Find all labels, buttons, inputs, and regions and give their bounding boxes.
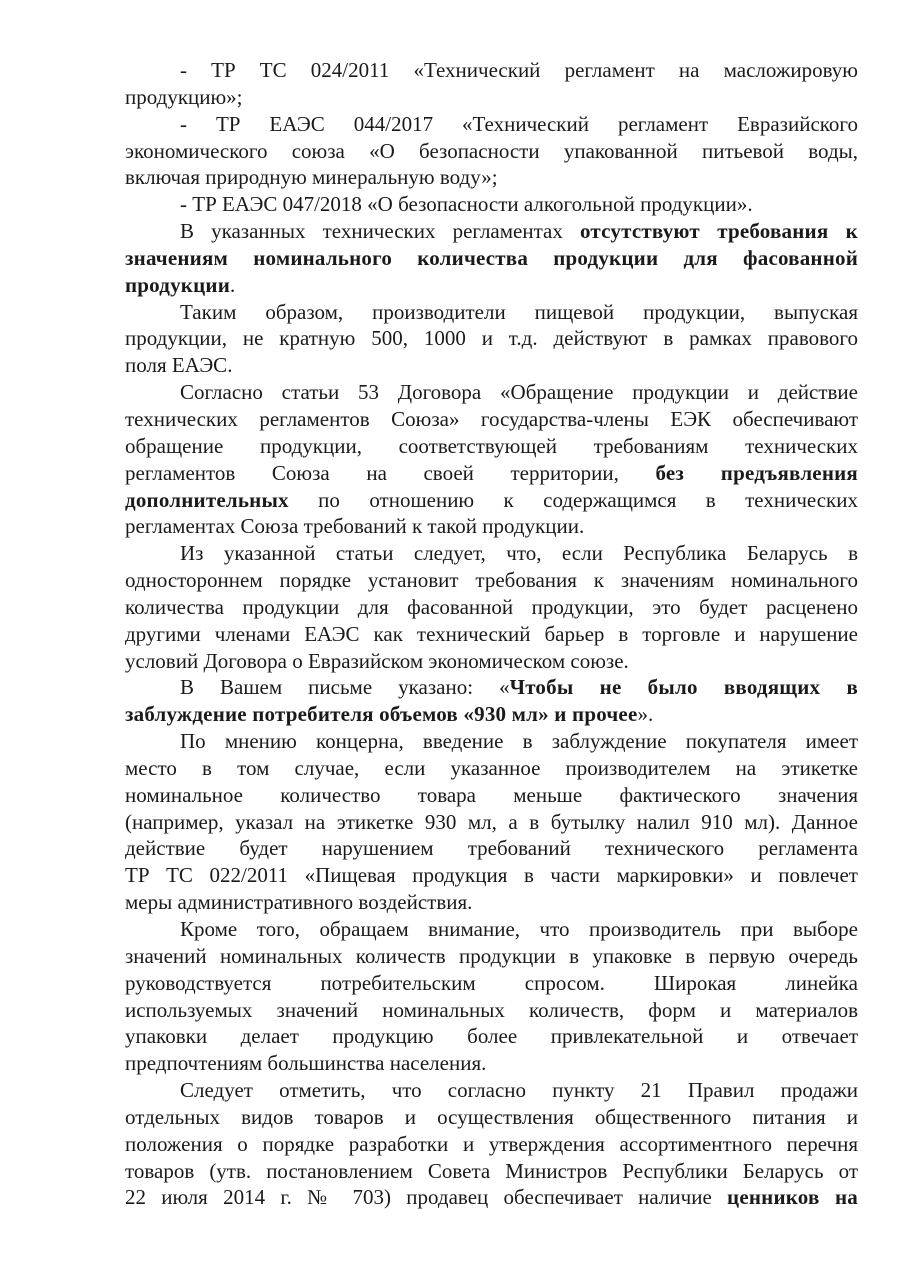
text-run: отдельных видов товаров и осуществления общественного питания и: [125, 1104, 858, 1129]
text-run: регламентов Союза на своей территории,: [125, 460, 656, 485]
text-run: В указанных технических регламентах: [180, 219, 580, 244]
text-line: [125, 594, 858, 621]
text-run: обращение продукции, соответствующей требованиям технических: [125, 433, 858, 458]
text-run: место в том случае, если указанное производителем на этикетке: [125, 755, 858, 780]
text-line: [125, 889, 858, 916]
bold-text: отсутствуют требования к: [579, 219, 858, 244]
text-run: меры административного воздействия.: [125, 890, 473, 915]
text-run: По мнению концерна, введение в заблуждение покупателя имеет: [180, 729, 858, 754]
text-line: [125, 513, 858, 540]
text-run: .: [230, 272, 236, 297]
bold-text: Чтобы не было вводящих в: [509, 675, 858, 700]
text-run: одностороннем порядке установит требования к значениям номинального: [125, 568, 858, 593]
text-line: [125, 621, 858, 648]
text-line: [125, 970, 858, 997]
bold-text: дополнительных: [125, 487, 289, 512]
text-run: упаковки делает продукцию более привлекательной и отвечает: [125, 1024, 858, 1049]
text-line: [125, 1104, 858, 1131]
text-line: [125, 701, 858, 728]
text-run: продукции, не кратную 500, 1000 и т.д. действуют в рамках правового: [125, 326, 858, 351]
text-run: действие будет нарушением требований технического регламента: [125, 836, 858, 861]
paragraph: [125, 674, 858, 728]
paragraph: [125, 728, 858, 916]
paragraph: [125, 916, 858, 1077]
text-line: [125, 755, 858, 782]
text-line: [125, 540, 858, 567]
text-run: регламентах Союза требований к такой продукции.: [125, 514, 585, 539]
text-line: [125, 84, 858, 111]
text-line: [125, 325, 858, 352]
text-run: другими членами ЕАЭС как технический барьер в торговле и нарушение: [125, 621, 858, 646]
bold-text: значениям номинального количества продукции для фасованной: [125, 245, 858, 270]
text-run: условий Договора о Евразийском экономическом союзе.: [125, 648, 629, 673]
text-line: [125, 862, 858, 889]
text-run: ТР ТС 022/2011 «Пищевая продукция в части маркировки» и повлечет: [125, 863, 858, 888]
text-line: [125, 782, 858, 809]
text-run: - ТР ТС 024/2011 «Технический регламент на масложировую: [180, 58, 858, 82]
text-run: продукцию»;: [125, 84, 243, 109]
text-line: [125, 648, 858, 675]
text-run: В Вашем письме указано: «: [180, 675, 510, 700]
text-line: [125, 299, 858, 326]
text-line: [125, 191, 858, 218]
text-line: [125, 809, 858, 836]
text-line: [125, 1077, 858, 1104]
text-line: [125, 674, 858, 701]
text-run: товаров (утв. постановлением Совета Министров Республики Беларусь от: [125, 1158, 858, 1183]
paragraph: [125, 1077, 858, 1211]
text-run: (например, указал на этикетке 930 мл, а в бутылку налил 910 мл). Данное: [125, 809, 858, 834]
text-line: [125, 245, 858, 272]
text-line: [125, 379, 858, 406]
text-run: экономического союза «О безопасности упакованной питьевой воды,: [125, 138, 858, 163]
text-run: используемых значений номинальных количеств, форм и материалов: [125, 997, 858, 1022]
text-run: Таким образом, производители пищевой продукции, выпуская: [180, 299, 858, 324]
text-line: [125, 728, 858, 755]
text-line: [125, 1184, 858, 1211]
text-run: - ТР ЕАЭС 044/2017 «Технический регламент Евразийского: [180, 111, 858, 136]
document-body: [125, 57, 858, 1211]
text-run: Из указанной статьи следует, что, если Республика Беларусь в: [180, 541, 858, 566]
text-line: [125, 567, 858, 594]
bold-text: продукции: [125, 272, 230, 297]
text-run: предпочтениям большинства населения.: [125, 1051, 487, 1076]
bold-text: без предъявления: [655, 460, 858, 485]
paragraph: [125, 540, 858, 674]
text-line: [125, 487, 858, 514]
text-run: - ТР ЕАЭС 047/2018 «О безопасности алкогольной продукции».: [180, 192, 753, 217]
text-line: [125, 1050, 858, 1077]
paragraph: [125, 299, 858, 380]
text-run: руководствуется потребительским спросом. Широкая линейка: [125, 970, 858, 995]
text-line: [125, 433, 858, 460]
text-run: положения о порядке разработки и утверждения ассортиментного перечня: [125, 1131, 858, 1156]
text-run: по отношению к содержащимся в технических: [288, 487, 858, 512]
text-run: включая природную минеральную воду»;: [125, 165, 498, 190]
paragraph: [125, 218, 858, 299]
text-line: [125, 460, 858, 487]
bold-text: заблуждение потребителя объемов «930 мл» и прочее: [125, 702, 638, 727]
text-run: Следует отметить, что согласно пункту 21 Правил продажи: [180, 1078, 858, 1103]
text-line: [125, 1023, 858, 1050]
text-run: количества продукции для фасованной продукции, это будет расценено: [125, 594, 858, 619]
text-run: поля ЕАЭС.: [125, 353, 233, 378]
text-line: [125, 997, 858, 1024]
text-line: [125, 352, 858, 379]
text-line: [125, 943, 858, 970]
text-run: технических регламентов Союза» государства-члены ЕЭК обеспечивают: [125, 406, 858, 431]
text-line: [125, 835, 858, 862]
text-line: [125, 1158, 858, 1185]
text-line: [125, 111, 858, 138]
text-line: [125, 272, 858, 299]
paragraph: [125, 191, 858, 218]
text-line: [125, 406, 858, 433]
text-run: Согласно статьи 53 Договора «Обращение продукции и действие: [180, 380, 858, 405]
bold-text: ценников на: [727, 1185, 858, 1210]
text-line: [125, 916, 858, 943]
text-line: [125, 1131, 858, 1158]
paragraph: [125, 379, 858, 540]
text-run: ».: [637, 702, 654, 727]
text-line: [125, 57, 858, 84]
paragraph: [125, 57, 858, 111]
text-line: [125, 164, 858, 191]
text-line: [125, 218, 858, 245]
text-run: номинальное количество товара меньше фактического значения: [125, 782, 858, 807]
text-line: [125, 138, 858, 165]
text-run: Кроме того, обращаем внимание, что производитель при выборе: [180, 917, 858, 941]
text-run: 22 июля 2014 г. № 703) продавец обеспечивает наличие: [125, 1185, 728, 1210]
text-run: значений номинальных количеств продукции в упаковке в первую очередь: [125, 943, 858, 968]
paragraph: [125, 111, 858, 192]
